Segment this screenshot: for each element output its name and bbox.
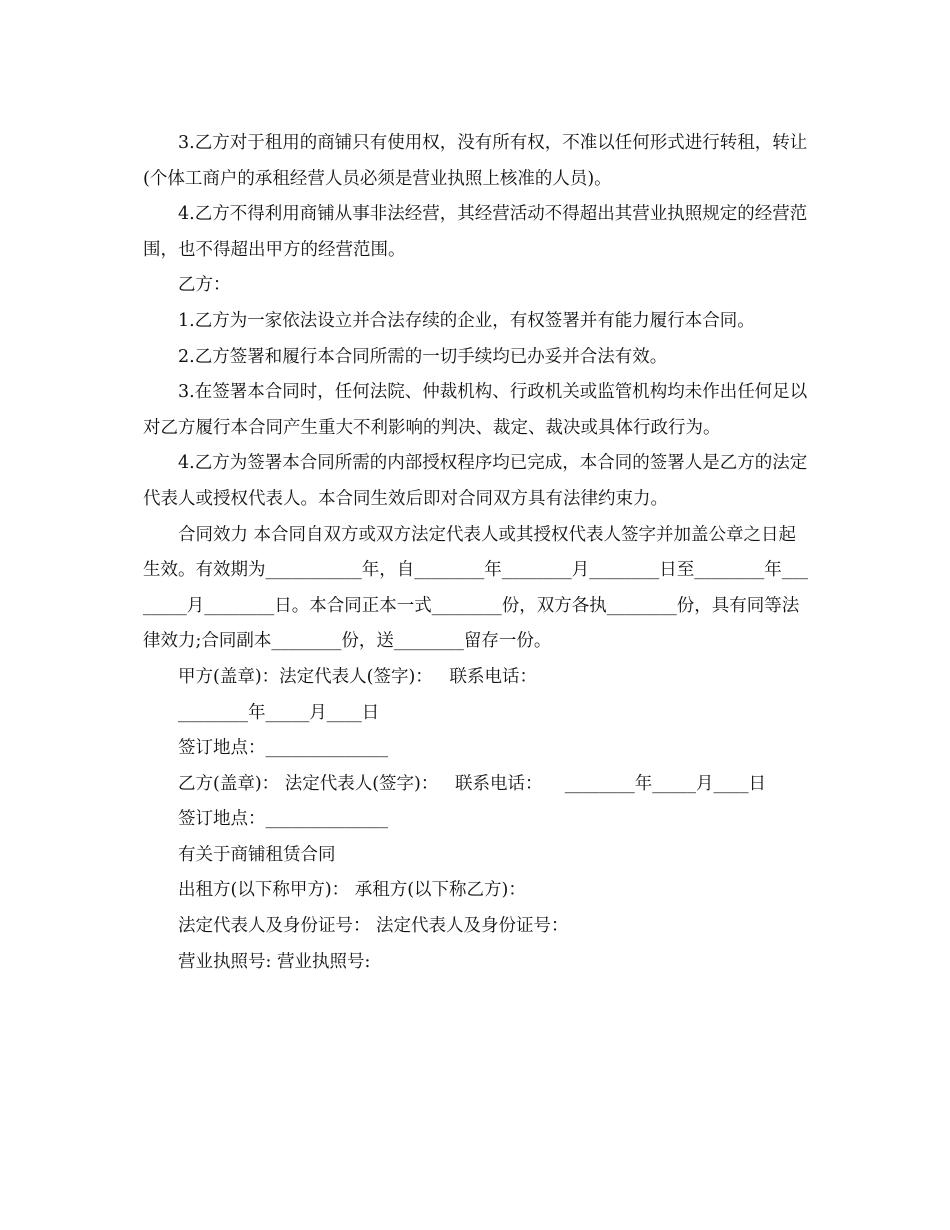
contract-validity-clause: 合同效力 本合同自双方或双方法定代表人或其授权代表人签字并加盖公章之日起生效。有效期为___________年，自________年________月________日至________年________月________日。本合同正本一式________份，双方各执________份，具有同等法律效力;合同副本________份，送________留存一份。	[143, 524, 808, 652]
party-b-warranty-2: 2.乙方签署和履行本合同所需的一切手续均已办妥并合法有效。	[178, 346, 668, 367]
clause-business-scope: 4.乙方不得利用商铺从事非法经营，其经营活动不得超出其营业执照规定的经营范围，也不得超出甲方的经营范围。	[143, 204, 808, 260]
clause-sublease-prohibition: 3.乙方对于租用的商铺只有使用权，没有所有权，不准以任何形式进行转租，转让(个体工商户的承租经营人员必须是营业执照上核准的人员)。	[143, 133, 808, 189]
legal-representative-line: 法定代表人及身份证号： 法定代表人及身份证号：	[178, 916, 569, 937]
party-b-signing-place: 签订地点：______________	[178, 809, 388, 830]
party-a-signing-place: 签订地点：______________	[178, 738, 388, 759]
next-contract-title: 有关于商铺租赁合同	[178, 844, 336, 865]
parties-line: 出租方(以下称甲方)： 承租方(以下称乙方)：	[178, 880, 526, 901]
document-body	[143, 126, 808, 980]
party-b-heading: 乙方：	[178, 275, 231, 296]
party-b-warranty-1: 1.乙方为一家依法设立并合法存续的企业，有权签署并有能力履行本合同。	[178, 310, 755, 331]
party-a-signature-line: 甲方(盖章)：法定代表人(签字)： 联系电话：	[178, 666, 537, 687]
party-a-date-line: ________年_____月____日	[178, 702, 380, 723]
party-b-signature-line: 乙方(盖章)： 法定代表人(签字)： 联系电话： ________年_____月____日	[178, 773, 767, 794]
party-b-warranty-3: 3.在签署本合同时，任何法院、仲裁机构、行政机关或监管机构均未作出任何足以对乙方履行本合同产生重大不利影响的判决、裁定、裁决或具体行政行为。	[143, 382, 808, 438]
business-license-line: 营业执照号: 营业执照号:	[178, 951, 371, 972]
party-b-warranty-4: 4.乙方为签署本合同所需的内部授权程序均已完成，本合同的签署人是乙方的法定代表人或授权代表人。本合同生效后即对合同双方具有法律约束力。	[143, 453, 808, 509]
